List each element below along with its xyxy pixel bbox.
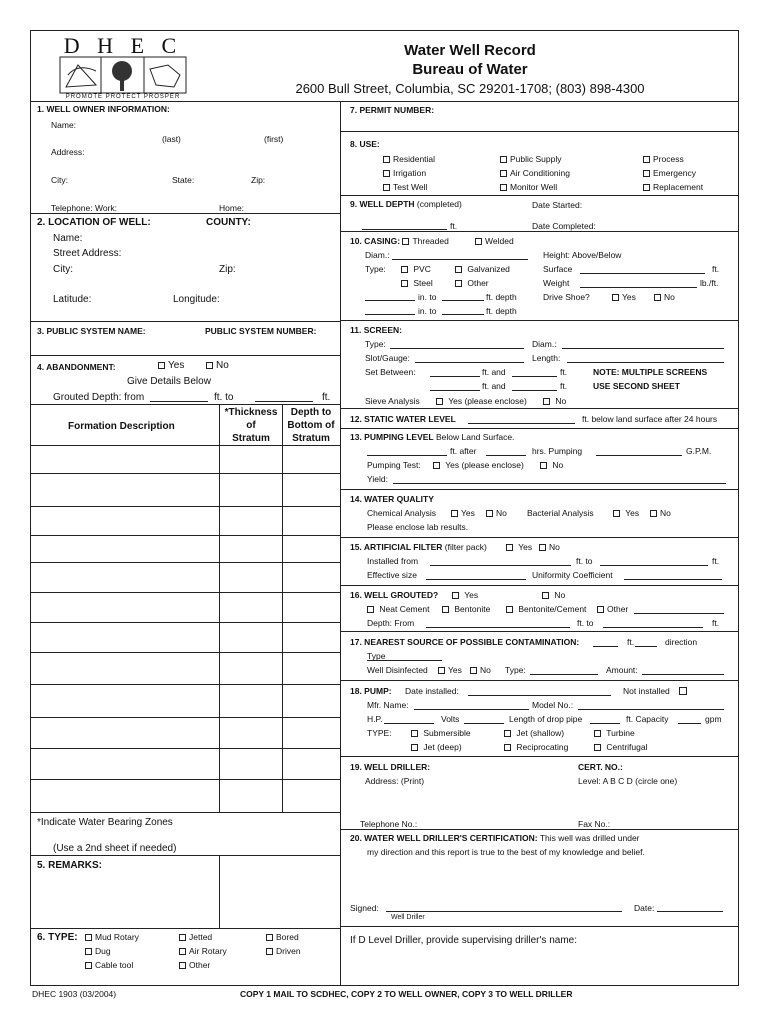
enclose-lab-label: Please enclose lab results. bbox=[367, 522, 469, 532]
date-completed-label: Date Completed: bbox=[532, 221, 596, 231]
irrigation-label: Irrigation bbox=[393, 168, 427, 178]
threaded-label: Threaded bbox=[412, 236, 449, 246]
longitude-label: Longitude: bbox=[173, 294, 220, 305]
not-installed-label: Not installed bbox=[623, 686, 670, 696]
contam-type-label: Type bbox=[367, 651, 386, 661]
screen-length-label: Length: bbox=[532, 353, 561, 363]
drive-shoe-label: Drive Shoe? bbox=[543, 292, 590, 302]
s1-title: 1. WELL OWNER INFORMATION: bbox=[37, 104, 170, 114]
s9-completed: (completed) bbox=[416, 199, 462, 209]
bact-no[interactable] bbox=[650, 508, 671, 518]
formation-row-line bbox=[30, 748, 340, 749]
sign-date-label: Date: bbox=[634, 903, 655, 913]
formation-row-line bbox=[30, 717, 340, 718]
residential-label: Residential bbox=[393, 154, 436, 164]
turbine-label: Turbine bbox=[606, 728, 635, 738]
grouted-depth-label: Grouted Depth: from bbox=[53, 392, 145, 403]
pump-hrs-label: hrs. Pumping bbox=[532, 446, 583, 456]
s2-title: 2. LOCATION OF WELL: bbox=[37, 217, 151, 228]
chem-no-label: No bbox=[496, 508, 507, 518]
s15-title bbox=[350, 542, 487, 552]
filter-no[interactable] bbox=[539, 542, 560, 552]
weight-label: Weight bbox=[543, 278, 570, 288]
jet-shallow-label: Jet (shallow) bbox=[516, 728, 565, 738]
owner-zip-label: Zip: bbox=[251, 175, 266, 185]
formation-row-line bbox=[30, 779, 340, 780]
first-label: (first) bbox=[264, 134, 284, 144]
drop-pipe-label: Length of drop pipe bbox=[509, 714, 583, 724]
casing-height-label: Height: Above/Below bbox=[543, 250, 622, 260]
air-rotary-label: Air Rotary bbox=[189, 946, 227, 956]
owner-address-label: Address: bbox=[51, 147, 85, 157]
grouted-no-label: No bbox=[554, 590, 566, 600]
welded-label: Welded bbox=[485, 236, 514, 246]
grout-other-label: Other bbox=[607, 604, 629, 614]
bacterial-analysis-label: Bacterial Analysis bbox=[527, 508, 594, 518]
formation-row-line bbox=[30, 684, 340, 685]
air-conditioning-label: Air Conditioning bbox=[510, 168, 571, 178]
pump-gpm-unit: gpm bbox=[705, 714, 722, 724]
date-started-label: Date Started: bbox=[532, 200, 583, 210]
disinfected-yes[interactable] bbox=[438, 665, 462, 675]
s20-text2: my direction and this report is true to the best of my knowledge and belief. bbox=[367, 847, 645, 857]
grout-neat-cement[interactable] bbox=[367, 604, 429, 614]
jetted-label: Jetted bbox=[189, 932, 213, 942]
s3-title: 3. PUBLIC SYSTEM NAME: bbox=[37, 326, 146, 336]
pump-centrifugal[interactable] bbox=[594, 742, 647, 752]
static-below-label: ft. below land surface after 24 hours bbox=[582, 414, 718, 424]
formation-description-header: Formation Description bbox=[68, 421, 175, 432]
s18-title: 18. PUMP: bbox=[350, 686, 392, 696]
driller-telephone-label: Telephone No.: bbox=[360, 819, 418, 829]
use-emergency[interactable] bbox=[643, 168, 696, 178]
well-depth-ft: ft. bbox=[450, 221, 458, 231]
pump-jet-shallow[interactable] bbox=[504, 728, 564, 738]
form-title: Water Well Record bbox=[404, 42, 536, 59]
mud-rotary-label: Mud Rotary bbox=[95, 932, 139, 942]
drive-no-label: No bbox=[664, 292, 675, 302]
capacity-label: ft. Capacity bbox=[626, 714, 669, 724]
pump-jet-deep[interactable] bbox=[411, 742, 462, 752]
pvc-label: PVC bbox=[413, 264, 431, 274]
owner-state-label: State: bbox=[172, 175, 195, 185]
surface-label: Surface bbox=[543, 264, 573, 274]
filter-ft-label: ft. bbox=[712, 556, 720, 566]
s9-title-text: 9. WELL DEPTH bbox=[350, 199, 415, 209]
s14-title: 14. WATER QUALITY bbox=[350, 494, 434, 504]
agency-address: 2600 Bull Street, Columbia, SC 29201-1708; (803) 898-4300 bbox=[295, 81, 645, 96]
abandon-yes-label: Yes bbox=[168, 360, 185, 371]
chem-yes-label: Yes bbox=[461, 508, 475, 518]
type-jetted[interactable] bbox=[179, 932, 212, 942]
well-driller-label: Well Driller bbox=[391, 914, 425, 921]
thickness-header-3: Stratum bbox=[232, 433, 270, 444]
driller-fax-label: Fax No.: bbox=[578, 819, 611, 829]
bentonite-label: Bentonite bbox=[454, 604, 491, 614]
replacement-label: Replacement bbox=[653, 182, 704, 192]
jet-deep-label: Jet (deep) bbox=[423, 742, 462, 752]
filter-ftto-label: ft. to bbox=[576, 556, 593, 566]
filter-yes[interactable] bbox=[506, 542, 532, 552]
formation-row-line bbox=[30, 812, 340, 813]
logo-motto: PROMOTE PROTECT PROSPER bbox=[65, 94, 181, 100]
screen-type-label: Type: bbox=[365, 339, 386, 349]
driller-level-label: Level: A B C D (circle one) bbox=[578, 776, 678, 786]
set-ft-2: ft. bbox=[560, 381, 568, 391]
set-ftand-1: ft. and bbox=[482, 367, 506, 377]
form-number: DHEC 1903 (03/2004) bbox=[32, 989, 117, 999]
grouted-yes[interactable] bbox=[452, 590, 478, 600]
thickness-header-2: of bbox=[246, 420, 256, 431]
chem-no[interactable] bbox=[486, 508, 507, 518]
submersible-label: Submersible bbox=[423, 728, 471, 738]
public-system-number-label: PUBLIC SYSTEM NUMBER: bbox=[205, 326, 317, 336]
use-irrigation[interactable] bbox=[383, 168, 426, 178]
neat-cement-label: Neat Cement bbox=[379, 604, 430, 614]
set-ft-1: ft. bbox=[560, 367, 568, 377]
s13-title-text: 13. PUMPING LEVEL bbox=[350, 432, 434, 442]
volts-label: Volts bbox=[441, 714, 460, 724]
driven-label: Driven bbox=[276, 946, 301, 956]
s20-title bbox=[350, 833, 640, 843]
location-zip-label: Zip: bbox=[219, 264, 236, 275]
county-label: COUNTY: bbox=[206, 217, 251, 228]
abandon-yes[interactable] bbox=[158, 360, 184, 371]
model-no-label: Model No.: bbox=[532, 700, 574, 710]
s15-title-text: 15. ARTIFICIAL FILTER bbox=[350, 542, 443, 552]
s9-title bbox=[350, 199, 462, 209]
casing-galvanized[interactable] bbox=[455, 264, 510, 274]
set-ftand-2: ft. and bbox=[482, 381, 506, 391]
casing-in-to-2: in. to bbox=[418, 306, 437, 316]
disinfected-no-label: No bbox=[480, 665, 491, 675]
hp-label: H.P. bbox=[367, 714, 383, 724]
grout-depth-label: Depth: From bbox=[367, 618, 415, 628]
pumptest-yes[interactable] bbox=[433, 460, 524, 470]
casing-ftdepth-2: ft. depth bbox=[486, 306, 517, 316]
disinfect-type-label: Type: bbox=[505, 665, 526, 675]
casing-title-text: 10. CASING: bbox=[350, 236, 401, 246]
use-monitor-well[interactable] bbox=[500, 182, 557, 192]
copy-instructions: COPY 1 MAIL TO SCDHEC, COPY 2 TO WELL OWNER, COPY 3 TO WELL DRILLER bbox=[240, 989, 573, 999]
d-level-driller-label: If D Level Driller, provide supervising driller's name: bbox=[350, 935, 577, 946]
use-public-supply[interactable] bbox=[500, 154, 562, 164]
disinfected-no[interactable] bbox=[470, 665, 491, 675]
steel-label: Steel bbox=[413, 278, 433, 288]
last-label: (last) bbox=[162, 134, 181, 144]
use-replacement[interactable] bbox=[643, 182, 703, 192]
s13-title bbox=[350, 432, 514, 442]
pump-turbine[interactable] bbox=[594, 728, 635, 738]
owner-city-label: City: bbox=[51, 175, 68, 185]
casing-ftdepth-1: ft. depth bbox=[486, 292, 517, 302]
set-between-label: Set Between: bbox=[365, 367, 416, 377]
abandon-no[interactable] bbox=[206, 360, 229, 371]
monitor-well-label: Monitor Well bbox=[510, 182, 558, 192]
use-air-conditioning[interactable] bbox=[500, 168, 570, 178]
filter-pack: (filter pack) bbox=[444, 542, 487, 552]
sieve-yes[interactable] bbox=[436, 396, 527, 406]
surface-ft: ft. bbox=[712, 264, 720, 274]
casing-diam-label: Diam.: bbox=[365, 250, 390, 260]
pump-gpm-label: G.P.M. bbox=[686, 446, 712, 456]
give-details-label: Give Details Below bbox=[127, 376, 211, 387]
bact-yes[interactable] bbox=[613, 508, 639, 518]
latitude-label: Latitude: bbox=[53, 294, 92, 305]
drive-shoe-no[interactable] bbox=[654, 292, 675, 302]
sieve-analysis-label: Sieve Analysis bbox=[365, 396, 420, 406]
formation-row-line bbox=[30, 622, 340, 623]
contam-ft-label: ft. bbox=[627, 637, 635, 647]
type-other-label: Other bbox=[189, 960, 211, 970]
bact-yes-label: Yes bbox=[625, 508, 640, 518]
direction-label: direction bbox=[665, 637, 698, 647]
s20-text1: This well was drilled under bbox=[539, 833, 640, 843]
street-address-label: Street Address: bbox=[53, 248, 122, 259]
formation-row-line bbox=[30, 592, 340, 593]
slot-gauge-label: Slot/Gauge: bbox=[365, 353, 410, 363]
type-mud-rotary[interactable] bbox=[85, 932, 139, 942]
drive-yes-label: Yes bbox=[622, 292, 636, 302]
casing-steel[interactable] bbox=[401, 278, 433, 288]
bureau-title: Bureau of Water bbox=[412, 61, 528, 78]
logo-letters: D H E C bbox=[63, 33, 183, 58]
chem-yes[interactable] bbox=[451, 508, 475, 518]
mfr-name-label: Mfr. Name: bbox=[367, 700, 409, 710]
use-test-well[interactable] bbox=[383, 182, 427, 192]
pumptest-no[interactable] bbox=[540, 460, 563, 470]
water-bearing-note: *Indicate Water Bearing Zones bbox=[37, 817, 173, 828]
casing-pvc[interactable] bbox=[401, 264, 431, 274]
pumptest-no-label: No bbox=[552, 460, 564, 470]
s17-title: 17. NEAREST SOURCE OF POSSIBLE CONTAMINATION: bbox=[350, 637, 580, 647]
pumptest-yes-label: Yes (please enclose) bbox=[445, 460, 524, 470]
type-cable-tool[interactable] bbox=[85, 960, 133, 970]
type-other[interactable] bbox=[179, 960, 210, 970]
screen-diam-label: Diam.: bbox=[532, 339, 557, 349]
depth-header-1: Depth to bbox=[290, 407, 332, 418]
filter-yes-label: Yes bbox=[518, 542, 533, 552]
location-city-label: City: bbox=[53, 264, 73, 275]
casing-in-to-1: in. to bbox=[418, 292, 437, 302]
sieve-no[interactable] bbox=[543, 396, 566, 406]
grouted-no[interactable] bbox=[542, 590, 565, 600]
second-sheet-screen-note: USE SECOND SHEET bbox=[593, 381, 680, 391]
multiple-screens-note: NOTE: MULTIPLE SCREENS bbox=[593, 367, 708, 377]
grouted-yes-label: Yes bbox=[464, 590, 479, 600]
centrifugal-label: Centrifugal bbox=[606, 742, 648, 752]
use-residential[interactable] bbox=[383, 154, 435, 164]
s5-title: 5. REMARKS: bbox=[37, 860, 103, 871]
installed-from-label: Installed from bbox=[367, 556, 419, 566]
owner-home-label: Home: bbox=[219, 203, 245, 213]
casing-type-label: Type: bbox=[365, 264, 386, 274]
pump-reciprocating[interactable] bbox=[504, 742, 568, 752]
location-name-label: Name: bbox=[53, 233, 83, 244]
well-disinfected-label: Well Disinfected bbox=[367, 665, 428, 675]
pump-type-label: TYPE: bbox=[367, 728, 392, 738]
s7-title: 7. PERMIT NUMBER: bbox=[350, 105, 435, 115]
logo-illustration-icon bbox=[56, 55, 190, 95]
filter-no-label: No bbox=[549, 542, 560, 552]
s12-title: 12. STATIC WATER LEVEL bbox=[350, 414, 456, 424]
process-label: Process bbox=[653, 154, 684, 164]
formation-row-line bbox=[30, 562, 340, 563]
bentonite-cement-label: Bentonite/Cement bbox=[518, 604, 587, 614]
depth-header-3: Stratum bbox=[292, 433, 330, 444]
chemical-analysis-label: Chemical Analysis bbox=[367, 508, 436, 518]
public-supply-label: Public Supply bbox=[510, 154, 562, 164]
emergency-label: Emergency bbox=[653, 168, 696, 178]
grout-bentonite[interactable] bbox=[442, 604, 490, 614]
thickness-header-1: *Thickness bbox=[224, 407, 278, 418]
s11-title: 11. SCREEN: bbox=[350, 325, 402, 335]
abandon-no-label: No bbox=[216, 360, 229, 371]
formation-row-line bbox=[30, 535, 340, 536]
grouted-ft-label: ft. bbox=[322, 392, 331, 403]
s10-title bbox=[350, 236, 449, 246]
s20-title-text: 20. WATER WELL DRILLER'S CERTIFICATION: bbox=[350, 833, 538, 843]
signed-label: Signed: bbox=[350, 903, 379, 913]
type-air-rotary[interactable] bbox=[179, 946, 227, 956]
casing-other-label: Other bbox=[467, 278, 489, 288]
drive-shoe-yes[interactable] bbox=[612, 292, 636, 302]
pump-ftafter-label: ft. after bbox=[450, 446, 477, 456]
pumping-test-label: Pumping Test: bbox=[367, 460, 421, 470]
grouted-ftto-label: ft. to bbox=[214, 392, 234, 403]
lbft-label: lb./ft. bbox=[700, 278, 719, 288]
amount-label: Amount: bbox=[606, 665, 638, 675]
type-driven[interactable] bbox=[266, 946, 301, 956]
use-process[interactable] bbox=[643, 154, 684, 164]
cable-tool-label: Cable tool bbox=[95, 960, 134, 970]
grout-ft-label: ft. bbox=[712, 618, 720, 628]
s13-below: Below Land Surface. bbox=[435, 432, 515, 442]
disinfected-yes-label: Yes bbox=[448, 665, 462, 675]
owner-telephone-label: Telephone: Work: bbox=[51, 203, 117, 213]
s4-title: 4. ABANDONMENT: bbox=[37, 362, 116, 372]
depth-header-2: Bottom of bbox=[287, 420, 335, 431]
formation-row-line bbox=[30, 445, 340, 446]
s8-title: 8. USE: bbox=[350, 139, 380, 149]
effective-size-label: Effective size bbox=[367, 570, 417, 580]
dhec-logo bbox=[56, 33, 190, 101]
type-dug[interactable] bbox=[85, 946, 111, 956]
dug-label: Dug bbox=[95, 946, 111, 956]
formation-row-line bbox=[30, 506, 340, 507]
bored-label: Bored bbox=[276, 932, 299, 942]
formation-row-line bbox=[30, 652, 340, 653]
uniformity-label: Uniformity Coefficient bbox=[532, 570, 613, 580]
casing-other[interactable] bbox=[455, 278, 489, 288]
grout-ftto-label: ft. to bbox=[577, 618, 594, 628]
second-sheet-note: (Use a 2nd sheet if needed) bbox=[53, 843, 177, 854]
sieve-yes-label: Yes (please enclose) bbox=[448, 396, 527, 406]
date-installed-label: Date installed: bbox=[405, 686, 459, 696]
not-installed-checkbox[interactable] bbox=[679, 687, 687, 695]
reciprocating-label: Reciprocating bbox=[516, 742, 569, 752]
driller-address-label: Address: (Print) bbox=[365, 776, 425, 786]
grout-bentonite-cement[interactable] bbox=[506, 604, 586, 614]
s16-title: 16. WELL GROUTED? bbox=[350, 590, 439, 600]
test-well-label: Test Well bbox=[393, 182, 428, 192]
formation-row-line bbox=[30, 473, 340, 474]
yield-label: Yield: bbox=[367, 474, 388, 484]
bact-no-label: No bbox=[660, 508, 671, 518]
galvanized-label: Galvanized bbox=[467, 264, 510, 274]
s6-title: 6. TYPE: bbox=[37, 932, 78, 943]
grout-other[interactable] bbox=[597, 604, 628, 614]
casing-welded[interactable] bbox=[475, 236, 514, 246]
pump-submersible[interactable] bbox=[411, 728, 471, 738]
cert-no-label: CERT. NO.: bbox=[578, 762, 623, 772]
owner-name-label: Name: bbox=[51, 120, 77, 130]
type-bored[interactable] bbox=[266, 932, 299, 942]
s19-title: 19. WELL DRILLER: bbox=[350, 762, 431, 772]
sieve-no-label: No bbox=[555, 396, 567, 406]
